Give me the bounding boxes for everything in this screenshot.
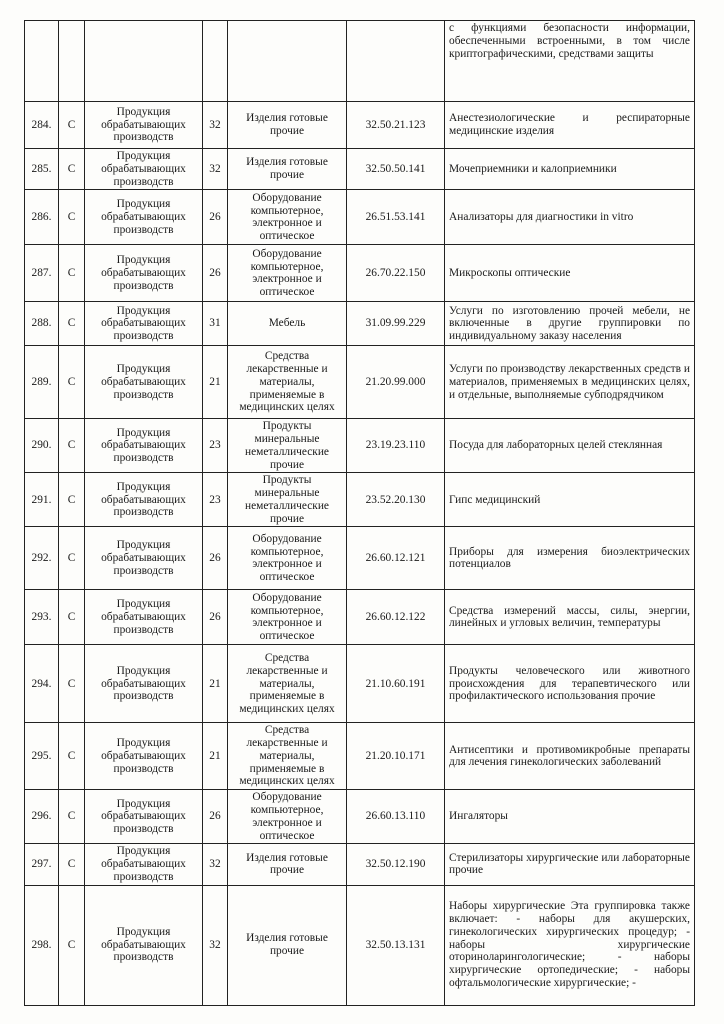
okpd-code: 23.19.23.110 (347, 419, 445, 473)
group-name: Изделия готовые прочие (228, 102, 347, 149)
division-code (203, 21, 228, 102)
category-name: Продукция обрабатывающих производств (85, 590, 203, 645)
product-description: Анализаторы для диагностики in vitro (445, 190, 695, 245)
table-row (25, 885, 695, 1005)
products-table (24, 20, 695, 1006)
row-number: 289. (25, 346, 59, 419)
product-description: Услуги по производству лекарственных средств и материалов, применяемых в медицинских целях, и отдельные, выполняемые субподрядчиком (445, 346, 695, 419)
division-code: 32 (203, 149, 228, 190)
category-name: Продукция обрабатывающих производств (85, 102, 203, 149)
category-name: Продукция обрабатывающих производств (85, 723, 203, 790)
division-code: 31 (203, 302, 228, 346)
division-code: 26 (203, 190, 228, 245)
product-description: Продукты человеческого или животного происхождения для терапевтического или профилактического использования прочие (445, 645, 695, 723)
group-name: Оборудование компьютерное, электронное и оптическое (228, 245, 347, 302)
row-number (25, 21, 59, 102)
division-code: 26 (203, 527, 228, 590)
category-name: Продукция обрабатывающих производств (85, 885, 203, 1005)
row-number: 290. (25, 419, 59, 473)
product-description: Стерилизаторы хирургические или лабораторные прочие (445, 844, 695, 885)
product-description: Антисептики и противомикробные препараты для лечения гинекологических заболеваний (445, 723, 695, 790)
okpd-code: 26.60.12.121 (347, 527, 445, 590)
product-description: Приборы для измерения биоэлектрических потенциалов (445, 527, 695, 590)
product-description: Наборы хирургические Эта группировка также включает: - наборы для акушерских, гинекологических хирургических процедур; - наборы хирургические оториноларингологические; - наборы хирургические ортопедические; - наборы офтальмологические хирургические; - (445, 885, 695, 1005)
section-letter: С (59, 527, 85, 590)
group-name: Оборудование компьютерное, электронное и оптическое (228, 790, 347, 844)
division-code: 32 (203, 102, 228, 149)
section-letter: С (59, 302, 85, 346)
group-name: Изделия готовые прочие (228, 844, 347, 885)
category-name: Продукция обрабатывающих производств (85, 790, 203, 844)
okpd-code: 32.50.12.190 (347, 844, 445, 885)
category-name: Продукция обрабатывающих производств (85, 473, 203, 527)
row-number: 298. (25, 885, 59, 1005)
section-letter: С (59, 473, 85, 527)
section-letter: С (59, 419, 85, 473)
section-letter: С (59, 149, 85, 190)
category-name: Продукция обрабатывающих производств (85, 844, 203, 885)
group-name: Оборудование компьютерное, электронное и оптическое (228, 190, 347, 245)
section-letter: С (59, 844, 85, 885)
category-name: Продукция обрабатывающих производств (85, 190, 203, 245)
okpd-code: 21.20.10.171 (347, 723, 445, 790)
table-row (25, 723, 695, 790)
okpd-code: 21.10.60.191 (347, 645, 445, 723)
product-description: Анестезиологические и респираторные медицинские изделия (445, 102, 695, 149)
group-name: Изделия готовые прочие (228, 149, 347, 190)
product-description: Средства измерений массы, силы, энергии, линейных и угловых величин, температуры (445, 590, 695, 645)
row-number: 297. (25, 844, 59, 885)
category-name: Продукция обрабатывающих производств (85, 149, 203, 190)
product-description: Мочеприемники и калоприемники (445, 149, 695, 190)
row-number: 284. (25, 102, 59, 149)
group-name: Изделия готовые прочие (228, 885, 347, 1005)
division-code: 26 (203, 790, 228, 844)
section-letter: С (59, 790, 85, 844)
okpd-code: 26.60.13.110 (347, 790, 445, 844)
category-name (85, 21, 203, 102)
row-number: 288. (25, 302, 59, 346)
row-number: 291. (25, 473, 59, 527)
category-name: Продукция обрабатывающих производств (85, 346, 203, 419)
group-name: Средства лекарственные и материалы, применяемые в медицинских целях (228, 645, 347, 723)
table-body (25, 21, 695, 1006)
row-number: 286. (25, 190, 59, 245)
table-row (25, 790, 695, 844)
group-name: Оборудование компьютерное, электронное и оптическое (228, 590, 347, 645)
section-letter: С (59, 885, 85, 1005)
division-code: 21 (203, 645, 228, 723)
okpd-code: 26.70.22.150 (347, 245, 445, 302)
division-code: 23 (203, 419, 228, 473)
group-name: Оборудование компьютерное, электронное и оптическое (228, 527, 347, 590)
table-row (25, 590, 695, 645)
section-letter: С (59, 645, 85, 723)
table-row (25, 844, 695, 885)
row-number: 287. (25, 245, 59, 302)
division-code: 23 (203, 473, 228, 527)
section-letter: С (59, 590, 85, 645)
group-name (228, 21, 347, 102)
table-row (25, 190, 695, 245)
group-name: Средства лекарственные и материалы, применяемые в медицинских целях (228, 346, 347, 419)
division-code: 32 (203, 885, 228, 1005)
category-name: Продукция обрабатывающих производств (85, 419, 203, 473)
table-row (25, 527, 695, 590)
table-row (25, 302, 695, 346)
category-name: Продукция обрабатывающих производств (85, 645, 203, 723)
group-name: Продукты минеральные неметаллические прочие (228, 473, 347, 527)
section-letter: С (59, 102, 85, 149)
section-letter: С (59, 723, 85, 790)
product-description: Гипс медицинский (445, 473, 695, 527)
category-name: Продукция обрабатывающих производств (85, 245, 203, 302)
group-name: Мебель (228, 302, 347, 346)
okpd-code: 32.50.50.141 (347, 149, 445, 190)
division-code: 21 (203, 346, 228, 419)
division-code: 21 (203, 723, 228, 790)
okpd-code (347, 21, 445, 102)
table-row (25, 149, 695, 190)
row-number: 295. (25, 723, 59, 790)
table-row (25, 419, 695, 473)
row-number: 293. (25, 590, 59, 645)
division-code: 26 (203, 590, 228, 645)
okpd-code: 26.60.12.122 (347, 590, 445, 645)
section-letter: С (59, 346, 85, 419)
category-name: Продукция обрабатывающих производств (85, 527, 203, 590)
group-name: Продукты минеральные неметаллические прочие (228, 419, 347, 473)
document-page (24, 20, 694, 1006)
table-row (25, 473, 695, 527)
product-description: Посуда для лабораторных целей стеклянная (445, 419, 695, 473)
okpd-code: 32.50.21.123 (347, 102, 445, 149)
okpd-code: 21.20.99.000 (347, 346, 445, 419)
group-name: Средства лекарственные и материалы, применяемые в медицинских целях (228, 723, 347, 790)
okpd-code: 31.09.99.229 (347, 302, 445, 346)
table-row (25, 21, 695, 102)
row-number: 292. (25, 527, 59, 590)
row-number: 296. (25, 790, 59, 844)
table-row (25, 645, 695, 723)
okpd-code: 32.50.13.131 (347, 885, 445, 1005)
row-number: 285. (25, 149, 59, 190)
row-number: 294. (25, 645, 59, 723)
table-row (25, 346, 695, 419)
division-code: 32 (203, 844, 228, 885)
division-code: 26 (203, 245, 228, 302)
section-letter (59, 21, 85, 102)
product-description: с функциями безопасности информации, обеспеченными встроенными, в том числе криптографическими, средствами защиты (445, 21, 695, 102)
product-description: Ингаляторы (445, 790, 695, 844)
table-row (25, 245, 695, 302)
section-letter: С (59, 245, 85, 302)
table-row (25, 102, 695, 149)
okpd-code: 26.51.53.141 (347, 190, 445, 245)
product-description: Услуги по изготовлению прочей мебели, не включенные в другие группировки по индивидуальному заказу населения (445, 302, 695, 346)
section-letter: С (59, 190, 85, 245)
category-name: Продукция обрабатывающих производств (85, 302, 203, 346)
product-description: Микроскопы оптические (445, 245, 695, 302)
okpd-code: 23.52.20.130 (347, 473, 445, 527)
